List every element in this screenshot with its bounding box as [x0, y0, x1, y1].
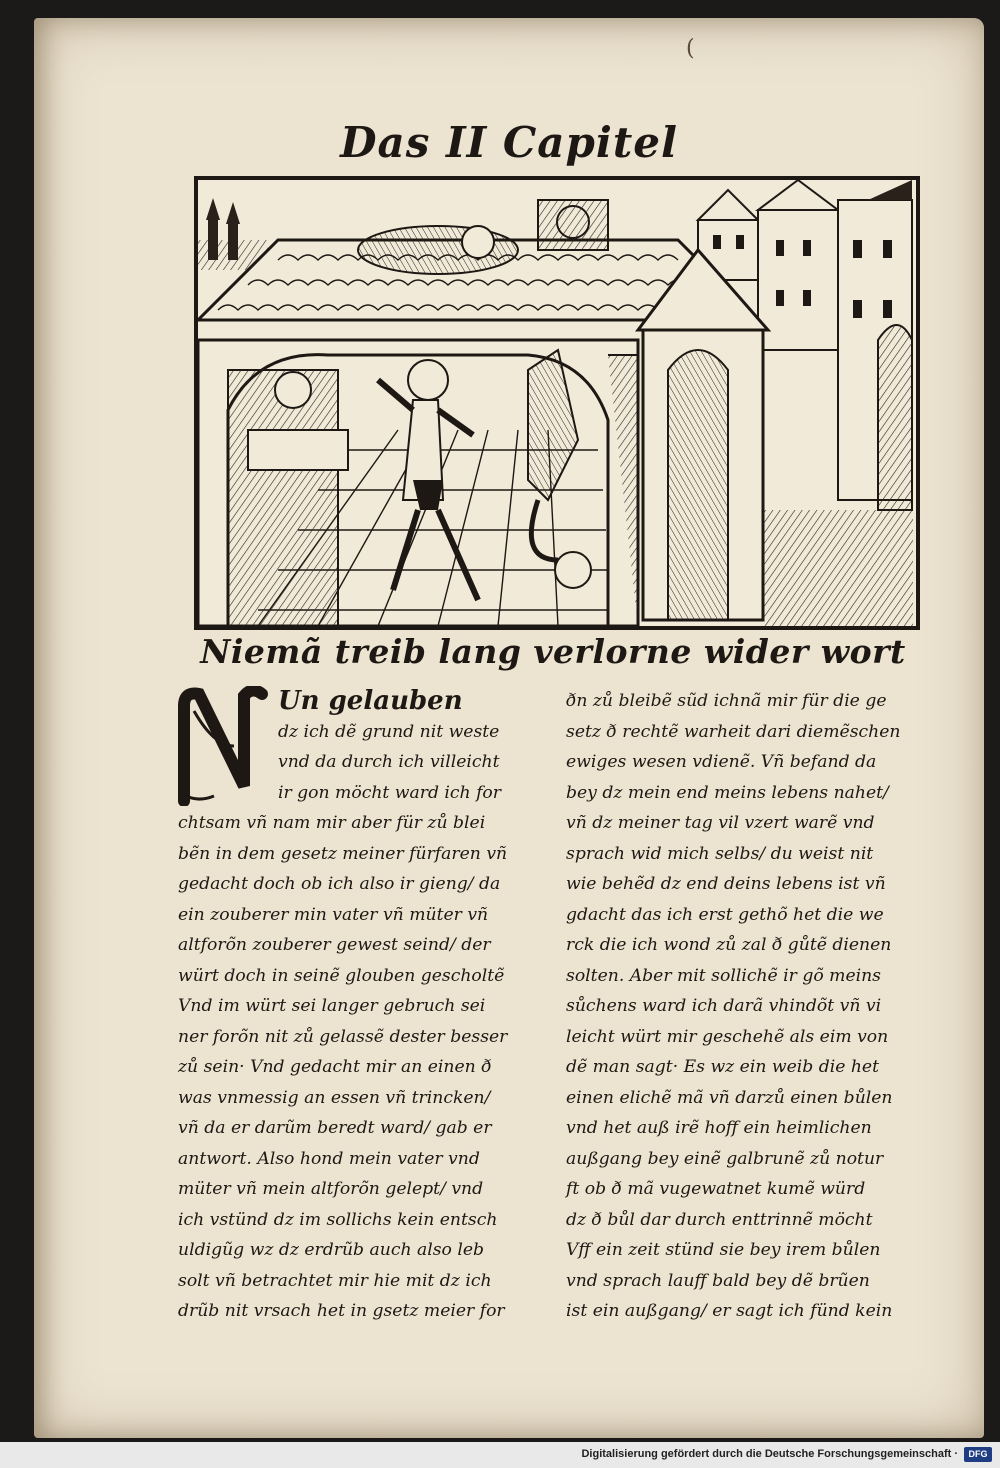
text-column-right — [566, 686, 926, 1327]
text-line: ewiges wesen vdienẽ. Vñ befand da — [566, 752, 877, 772]
text-line: sprach wid mich selbs/ du weist nit — [566, 843, 874, 864]
text-line: vñ dz meiner tag vil vzert warẽ vnd — [566, 813, 875, 833]
text-line: dz ð bůl dar durch enttrinnẽ möcht — [566, 1209, 873, 1230]
page-mark: ( — [686, 36, 695, 61]
footer-bar — [0, 1442, 1000, 1468]
text-line: müter vñ mein altforõn gelept/ vnd — [178, 1179, 484, 1199]
text-line: Un gelauben — [278, 686, 463, 716]
text-line: Vff ein zeit stünd sie bey irem bůlen — [566, 1240, 881, 1260]
text-line: ft ob ð mã vugewatnet kumẽ würd — [566, 1179, 866, 1199]
text-line: ir gon möcht ward ich for — [278, 782, 501, 803]
text-line: ðn zů bleibẽ sũd ichnã mir für die ge — [566, 691, 887, 711]
text-line: leicht würt mir geschehẽ als eim von — [566, 1026, 889, 1047]
text-line: wie behẽd dz end deins lebens ist vñ — [566, 874, 886, 894]
text-line: dz ich dẽ grund nit weste — [278, 721, 500, 742]
text-line: vñ da er darũm beredt ward/ gab er — [178, 1118, 492, 1138]
text-line: vnd het auß irẽ hoff ein heimlichen — [566, 1118, 872, 1138]
text-line: ich vstünd dz im sollichs kein entsch — [178, 1209, 498, 1230]
text-line: einen elichẽ mã vñ darzů einen bůlen — [566, 1087, 893, 1108]
funding-credit: Digitalisierung gefördert durch die Deutsche Forschungsgemeinschaft · — [581, 1448, 958, 1460]
text-line: uldigũg wz dz erdrũb auch also leb — [178, 1240, 485, 1260]
text-line: antwort. Also hond mein vater vnd — [178, 1148, 480, 1169]
text-line: bẽn in dem gesetz meiner fürfaren vñ — [178, 843, 508, 864]
text-line: ner forõn nit zů gelassẽ dester besser — [178, 1026, 508, 1047]
text-line: zů sein· Vnd gedacht mir an einen ð — [178, 1057, 492, 1077]
dfg-logo-icon: DFG — [964, 1447, 992, 1462]
book-page — [34, 18, 984, 1438]
text-line: Vnd im würt sei langer gebruch sei — [178, 996, 486, 1016]
woodcut-caption: Niemã treib lang verlorne wider wort — [200, 632, 906, 671]
text-line: was vnmessig an essen vñ trincken/ — [178, 1087, 491, 1108]
text-column-left — [178, 686, 548, 1327]
text-line: ist ein außgang/ er sagt ich fünd kein — [566, 1301, 893, 1321]
text-line: solten. Aber mit sollichẽ ir gõ meins — [566, 965, 882, 986]
text-line: sůchens ward ich darã vhindõt vñ vi — [566, 996, 882, 1016]
text-line: chtsam vñ nam mir aber für zů blei — [178, 813, 486, 833]
woodcut-illustration — [194, 176, 920, 630]
text-line: bey dz mein end meins lebens nahet/ — [566, 782, 889, 803]
text-line: außgang bey einẽ galbrunẽ zů notur — [566, 1148, 884, 1169]
text-line: ein zouberer min vater vñ müter vñ — [178, 904, 489, 925]
text-line: dẽ man sagt· Es wz ein weib die het — [566, 1057, 880, 1077]
text-line: setz ð rechtẽ warheit dari diemẽschen — [566, 721, 901, 742]
text-line: rck die ich wond zů zal ð gůtẽ dienen — [566, 935, 892, 955]
text-line: drũb nit vrsach het in gsetz meier for — [178, 1301, 505, 1321]
text-line: altforõn zouberer gewest seind/ der — [178, 935, 491, 955]
text-line: würt doch in seinẽ glouben gescholtẽ — [178, 965, 505, 986]
text-line: solt vñ betrachtet mir hie mit dz ich — [178, 1270, 492, 1291]
text-line: gdacht das ich erst gethõ het die we — [566, 904, 884, 925]
text-line: gedacht doch ob ich also ir gieng/ da — [178, 874, 501, 894]
chapter-heading: Das II Capitel — [340, 118, 678, 167]
text-line: vnd da durch ich villeicht — [278, 752, 500, 772]
text-line: vnd sprach lauff bald bey dẽ brũen — [566, 1270, 870, 1291]
